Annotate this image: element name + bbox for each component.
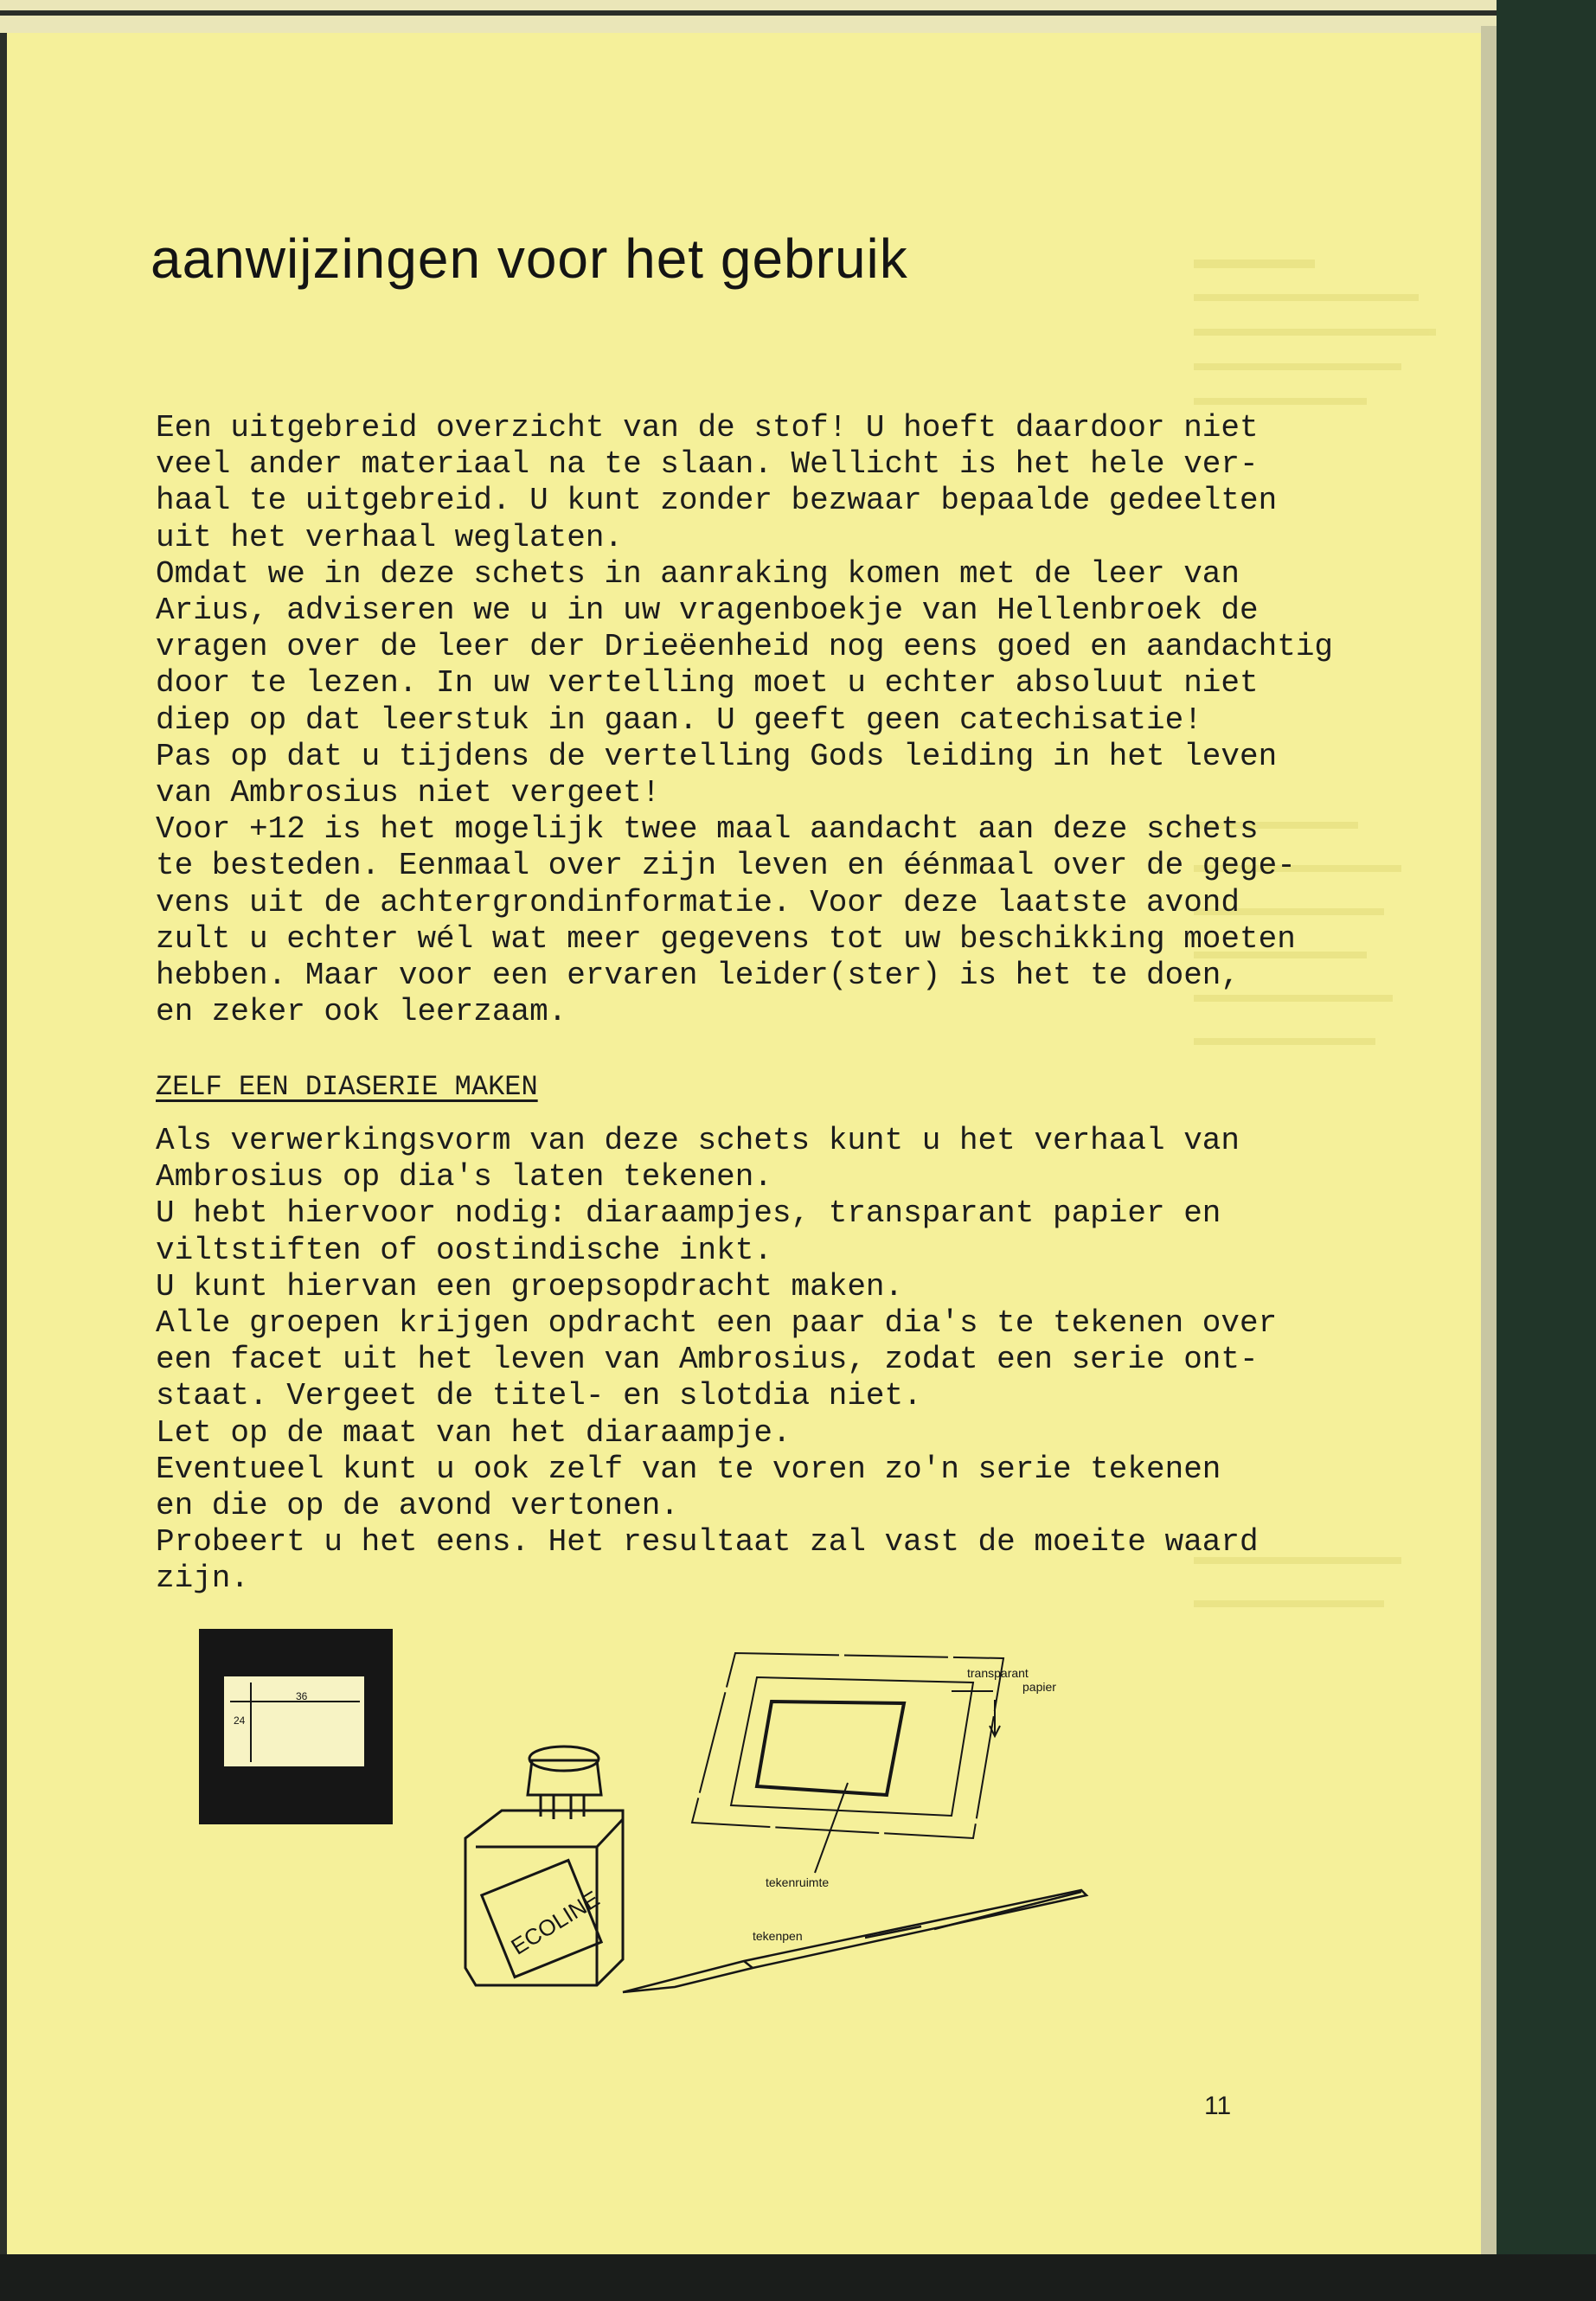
text-line: een facet uit het leven van Ambrosius, zodat een serie ont- <box>156 1342 1259 1378</box>
drawing-pen <box>623 1890 1086 1992</box>
text-line: Probeert u het eens. Het resultaat zal vast de moeite waard <box>156 1524 1259 1561</box>
book-spine <box>1497 0 1596 2301</box>
text-line: U kunt hiervan een groepsopdracht maken. <box>156 1268 904 1304</box>
diaserie-text <box>156 1123 1332 1598</box>
section-heading: ZELF EEN DIASERIE MAKEN <box>156 1071 538 1103</box>
text-line: Alle groepen krijgen opdracht een paar dia's te tekenen over <box>156 1305 1278 1342</box>
diaserie-illustration <box>190 1622 1142 2003</box>
ink-bottle-drawing <box>465 1747 623 1985</box>
text-line: door te lezen. In uw vertelling moet u echter absoluut niet <box>156 665 1259 702</box>
top-edge <box>0 0 1596 33</box>
text-line: Voor +12 is het mogelijk twee maal aandacht aan deze schets <box>156 811 1259 848</box>
text-line: Ambrosius op dia's laten tekenen. <box>156 1159 772 1195</box>
text-line: van Ambrosius niet vergeet! <box>156 775 661 811</box>
text-line: Arius, adviseren we u in uw vragenboekje van Hellenbroek de <box>156 593 1259 629</box>
label-papier: papier <box>1022 1680 1056 1694</box>
text-line: vragen over de leer der Drieëenheid nog eens goed en aandachtig <box>156 629 1334 665</box>
slide-dimension-vertical: 24 <box>234 1715 246 1727</box>
text-line: te besteden. Eenmaal over zijn leven en éénmaal over de gege- <box>156 848 1296 884</box>
text-line: vens uit de achtergrondinformatie. Voor deze laatste avond <box>156 884 1240 920</box>
page-edge <box>1481 26 1497 2254</box>
intro-text <box>156 410 1332 1030</box>
label-transparant: transparant <box>967 1666 1029 1680</box>
text-line: Let op de maat van het diaraampje. <box>156 1414 792 1451</box>
text-line: hebben. Maar voor een ervaren leider(ster) is het te doen, <box>156 958 1240 994</box>
text-line: Omdat we in deze schets in aanraking komen met de leer van <box>156 555 1240 592</box>
text-line: Pas op dat u tijdens de vertelling Gods leiding in het leven <box>156 738 1278 774</box>
bottom-edge <box>0 2254 1596 2301</box>
text-line: diep op dat leerstuk in gaan. U geeft geen catechisatie! <box>156 702 1202 738</box>
label-tekenpen: tekenpen <box>753 1929 803 1943</box>
text-line: Een uitgebreid overzicht van de stof! U hoeft daardoor niet <box>156 410 1259 445</box>
text-line: viltstiften of oostindische inkt. <box>156 1232 772 1268</box>
label-tekenruimte: tekenruimte <box>766 1875 830 1889</box>
text-line: staat. Vergeet de titel- en slotdia niet. <box>156 1378 922 1414</box>
ink-bottle-label: ECOLINE <box>506 1885 605 1960</box>
text-line: en die op de avond vertonen. <box>156 1488 679 1524</box>
text-line: U hebt hiervoor nodig: diaraampjes, transparant papier en <box>156 1195 1221 1232</box>
text-line: en zeker ook leerzaam. <box>156 994 567 1030</box>
text-line: zult u echter wél wat meer gegevens tot uw beschikking moeten <box>156 920 1296 957</box>
slide-frame-drawing <box>199 1629 393 1824</box>
slide-dimension-horizontal: 36 <box>296 1690 308 1702</box>
text-line: haal te uitgebreid. U kunt zonder bezwaar bepaalde gedeelten <box>156 483 1278 519</box>
text-line: Eventueel kunt u ook zelf van te voren zo'n serie tekenen <box>156 1451 1221 1487</box>
text-line: uit het verhaal weglaten. <box>156 519 624 555</box>
page-number: 11 <box>1204 2092 1232 2120</box>
text-line: zijn. <box>156 1561 250 1597</box>
transparent-sheet-drawing <box>692 1653 1003 1873</box>
text-line: Als verwerkingsvorm van deze schets kunt u het verhaal van <box>156 1123 1240 1158</box>
text-line: veel ander materiaal na te slaan. Wellicht is het hele ver- <box>156 446 1259 483</box>
page-title: aanwijzingen voor het gebruik <box>151 228 908 290</box>
